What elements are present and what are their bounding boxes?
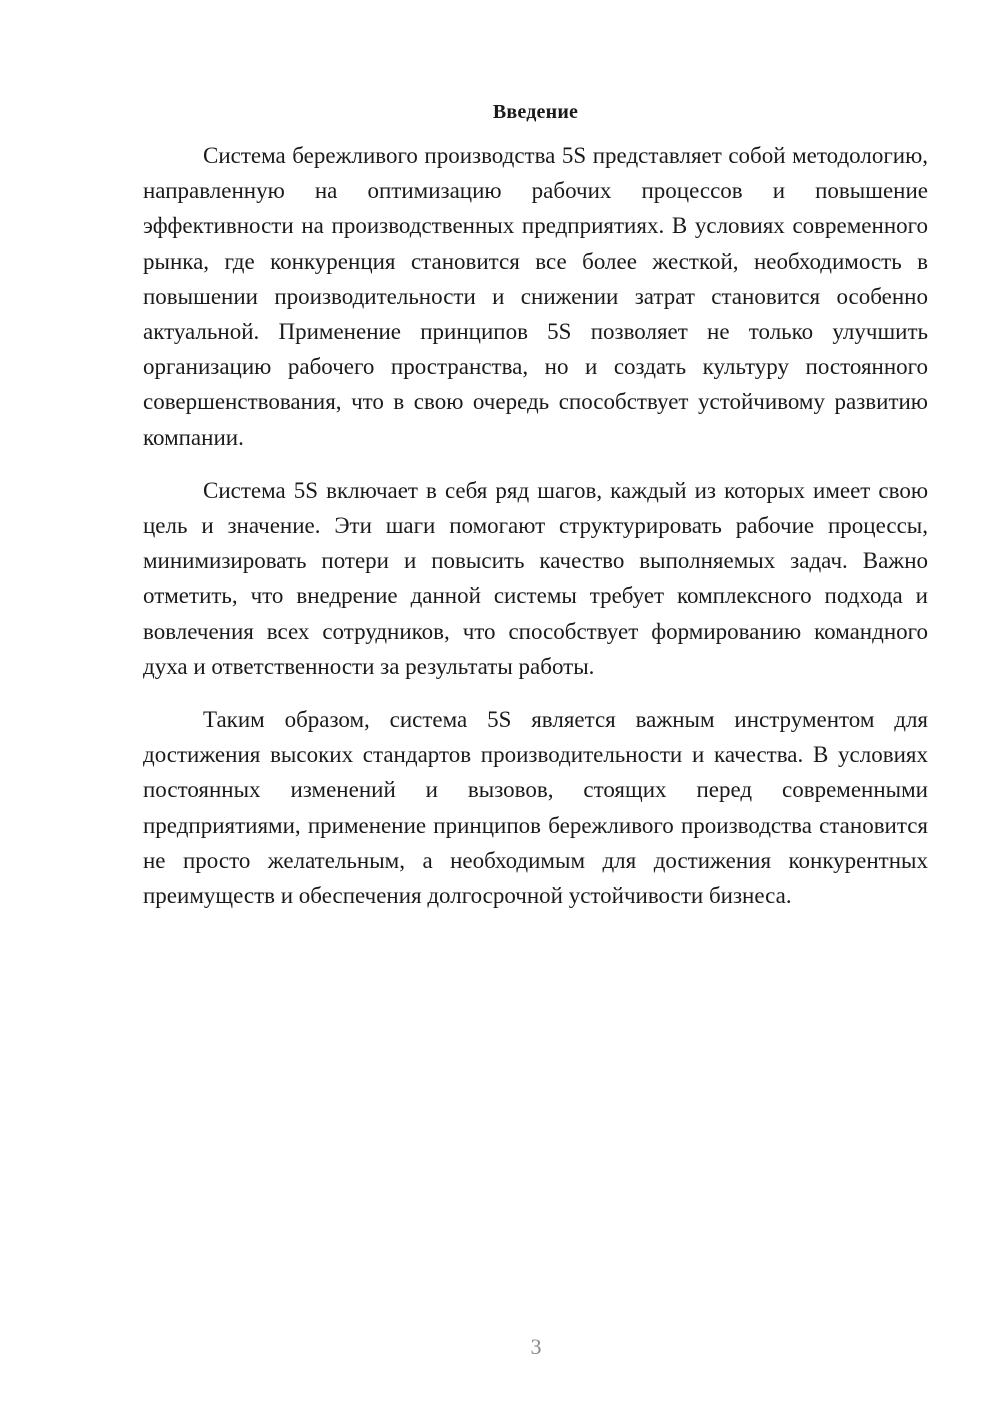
page-body	[143, 98, 928, 913]
section-heading: Введение	[492, 101, 579, 123]
paragraph-1: Система бережливого производства 5S представляет собой методологию, направленную на оптимизацию рабочих процессов и повышение эффективности на производственных предприятиях. В условиях современного рынка, где конкуренция становится все более жесткой, необходимость в повышении производительности и снижении затрат становится особенно актуальной. Применение принципов 5S позволяет не только улучшить организацию рабочего пространства, но и создать культуру постоянного совершенствования, что в свою очередь способствует устойчивому развитию компании.	[143, 143, 928, 450]
paragraph-3: Таким образом, система 5S является важным инструментом для достижения высоких стандартов производительности и качества. В условиях постоянных изменений и вызовов, стоящих перед современными предприятиями, применение принципов бережливого производства становится не просто желательным, а необходимым для достижения конкурентных преимуществ и обеспечения долгосрочной устойчивости бизнеса.	[143, 707, 928, 909]
paragraph-2: Система 5S включает в себя ряд шагов, каждый из которых имеет свою цель и значение. Эти шаги помогают структурировать рабочие процессы, минимизировать потери и повысить качество выполняемых задач. Важно отметить, что внедрение данной системы требует комплексного подхода и вовлечения всех сотрудников, что способствует формированию командного духа и ответственности за результаты работы.	[143, 477, 928, 679]
page-number: 3	[530, 1334, 542, 1359]
